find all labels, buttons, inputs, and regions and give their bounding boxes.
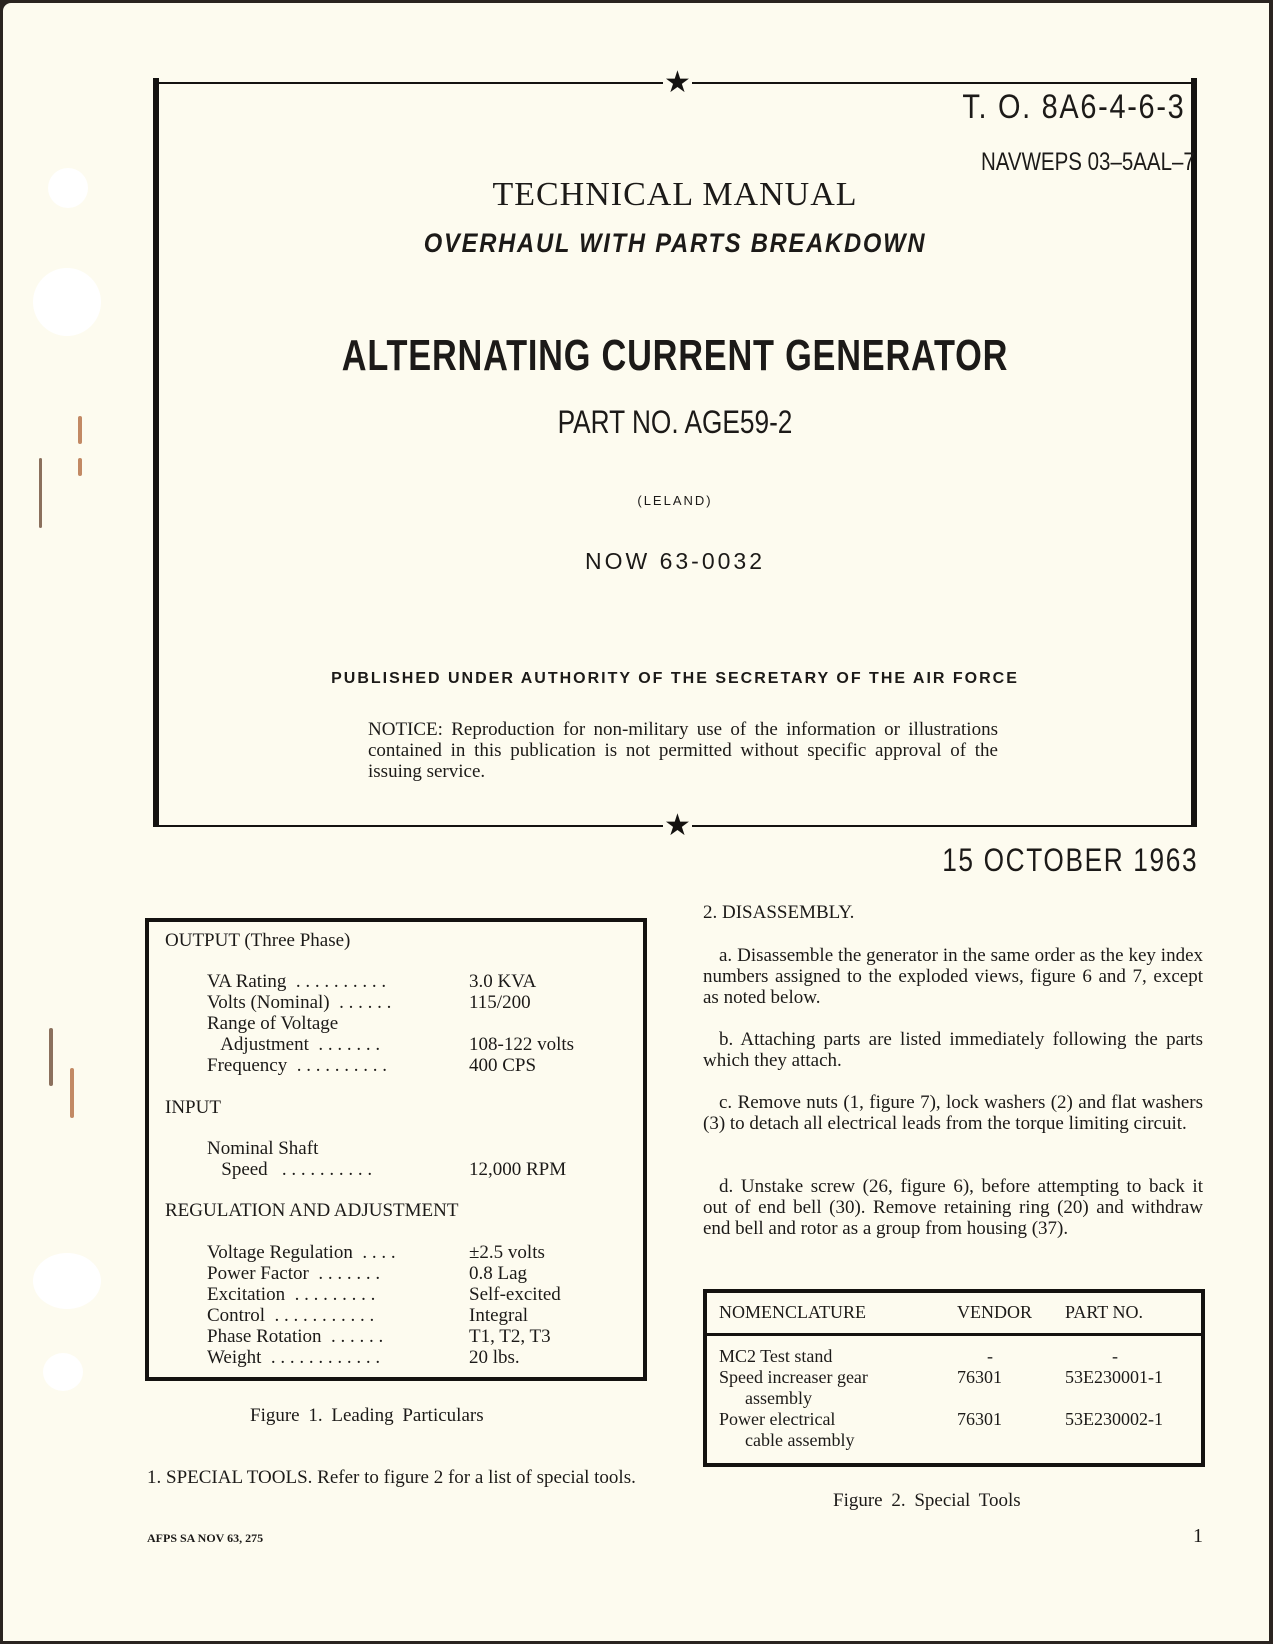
part-number: PART NO. AGE59-2 [557, 404, 793, 440]
section-heading: REGULATION AND ADJUSTMENT [165, 1200, 459, 1221]
title-box-bottom-rule [153, 825, 663, 827]
spec-value: 3.0 KVA [469, 971, 537, 992]
disassembly-paragraph-c: c. Remove nuts (1, figure 7), lock washers (2) and flat washers (3) to detach all electrical leads from the torque limiting circuit. [703, 1092, 1203, 1134]
spec-label: Nominal Shaft [207, 1138, 319, 1159]
doc-title: ALTERNATING CURRENT GENERATOR [341, 331, 1009, 380]
now-number: NOW 63-0032 [584, 548, 765, 574]
spec-value: Self-excited [469, 1284, 561, 1305]
paper-stain [70, 1068, 74, 1118]
star-icon: ★ [664, 808, 691, 843]
disassembly-paragraph-b: b. Attaching parts are listed immediately following the parts which they attach. [703, 1029, 1203, 1071]
table-cell: 76301 [957, 1367, 1002, 1387]
spec-label: Voltage Regulation . . . . [207, 1242, 396, 1263]
binding-hole [33, 1253, 101, 1309]
spec-label: Volts (Nominal) . . . . . . [207, 992, 392, 1013]
special-tools-paragraph: 1. SPECIAL TOOLS. Refer to figure 2 for a list of special tools. [147, 1467, 636, 1488]
figure2-caption: Figure 2. Special Tools [833, 1490, 1021, 1511]
section-heading: OUTPUT (Three Phase) [165, 930, 351, 951]
spec-label: Control . . . . . . . . . . . [207, 1305, 375, 1326]
spec-row [207, 1055, 627, 1077]
spec-value: ±2.5 volts [469, 1242, 545, 1263]
spec-value: 0.8 Lag [469, 1263, 528, 1284]
spec-row [207, 1013, 627, 1035]
table-cell: - [987, 1346, 993, 1366]
paper-stain [49, 1028, 53, 1086]
notice-text: NOTICE: Reproduction for non-military use of the information or illustrations contained in this publication is not permitted without specific approval of the issuing service. [368, 719, 998, 782]
doc-subtitle: OVERHAUL WITH PARTS BREAKDOWN [423, 228, 927, 258]
spec-value: 20 lbs. [469, 1347, 520, 1368]
spec-label: Adjustment . . . . . . . [207, 1034, 381, 1055]
spec-row [207, 1263, 627, 1285]
spec-value: Integral [469, 1305, 529, 1326]
paper-stain [78, 458, 82, 476]
table-header [707, 1293, 1201, 1336]
spec-label: VA Rating . . . . . . . . . . [207, 971, 387, 992]
binding-hole [43, 1353, 83, 1391]
spec-row [207, 992, 627, 1014]
binding-hole [48, 168, 88, 208]
special-tools-table [703, 1289, 1205, 1467]
column-header: VENDOR [957, 1302, 1032, 1322]
publication-date: 15 OCTOBER 1963 [941, 842, 1198, 878]
table-cell: 53E230001-1 [1065, 1367, 1163, 1387]
spec-value: 400 CPS [469, 1055, 537, 1076]
table-cell: Speed increaser gear [719, 1367, 868, 1387]
spec-value: 12,000 RPM [469, 1159, 567, 1180]
spec-row [207, 1347, 627, 1369]
title-box-bottom-rule [692, 825, 1197, 827]
column-header: PART NO. [1065, 1302, 1143, 1322]
table-cell: Power electrical [719, 1409, 836, 1429]
spec-label: Frequency . . . . . . . . . . [207, 1055, 387, 1076]
disassembly-paragraph-d: d. Unstake screw (26, figure 6), before attempting to back it out of end bell (30). Remove retaining ring (20) and withdraw end bell and rotor as a group from housing (37). [703, 1176, 1203, 1239]
paper-stain [39, 458, 42, 528]
spec-row [207, 1326, 627, 1348]
spec-row [207, 1284, 627, 1306]
spec-value: 115/200 [469, 992, 531, 1013]
disassembly-heading: 2. DISASSEMBLY. [703, 902, 855, 923]
table-cell: assembly [745, 1388, 812, 1408]
authority-statement: PUBLISHED UNDER AUTHORITY OF THE SECRETARY OF THE AIR FORCE [331, 670, 1019, 687]
spec-label: Weight . . . . . . . . . . . . [207, 1347, 381, 1368]
table-cell: cable assembly [745, 1430, 855, 1450]
table-cell: 76301 [957, 1409, 1002, 1429]
column-header: NOMENCLATURE [719, 1302, 866, 1322]
section-heading: INPUT [165, 1097, 221, 1118]
manufacturer: (LELAND) [637, 493, 713, 508]
spec-row [207, 1138, 627, 1160]
spec-row [207, 1305, 627, 1327]
spec-row [207, 1159, 627, 1181]
table-cell: MC2 Test stand [719, 1346, 833, 1366]
navweps-number: NAVWEPS 03–5AAL–7 [981, 148, 1195, 176]
disassembly-paragraph-a: a. Disassemble the generator in the same order as the key index numbers assigned to the exploded views, figure 6 and 7, except as noted below. [703, 945, 1203, 1008]
title-box-top-rule [692, 82, 1197, 84]
to-number: T. O. 8A6-4-6-3 [961, 88, 1185, 126]
spec-label: Excitation . . . . . . . . . [207, 1284, 376, 1305]
spec-row [207, 1242, 627, 1264]
spec-label: Range of Voltage [207, 1013, 339, 1034]
spec-row [207, 971, 627, 993]
spec-row [207, 1034, 627, 1056]
spec-label: Power Factor . . . . . . . [207, 1263, 381, 1284]
table-cell: - [1112, 1346, 1118, 1366]
star-icon: ★ [664, 65, 691, 100]
title-box-top-rule [153, 82, 663, 84]
doc-type: TECHNICAL MANUAL [492, 176, 858, 213]
spec-label: Phase Rotation . . . . . . [207, 1326, 384, 1347]
binding-hole [33, 268, 101, 336]
page-number: 1 [1193, 1525, 1203, 1547]
spec-value: 108-122 volts [469, 1034, 575, 1055]
spec-label: Speed . . . . . . . . . . [207, 1159, 373, 1180]
print-code: AFPS SA NOV 63, 275 [147, 1531, 264, 1545]
table-cell: 53E230002-1 [1065, 1409, 1163, 1429]
paper-stain [78, 416, 82, 444]
figure1-caption: Figure 1. Leading Particulars [250, 1405, 484, 1426]
spec-value: T1, T2, T3 [469, 1326, 551, 1347]
leading-particulars-box [145, 918, 647, 1381]
